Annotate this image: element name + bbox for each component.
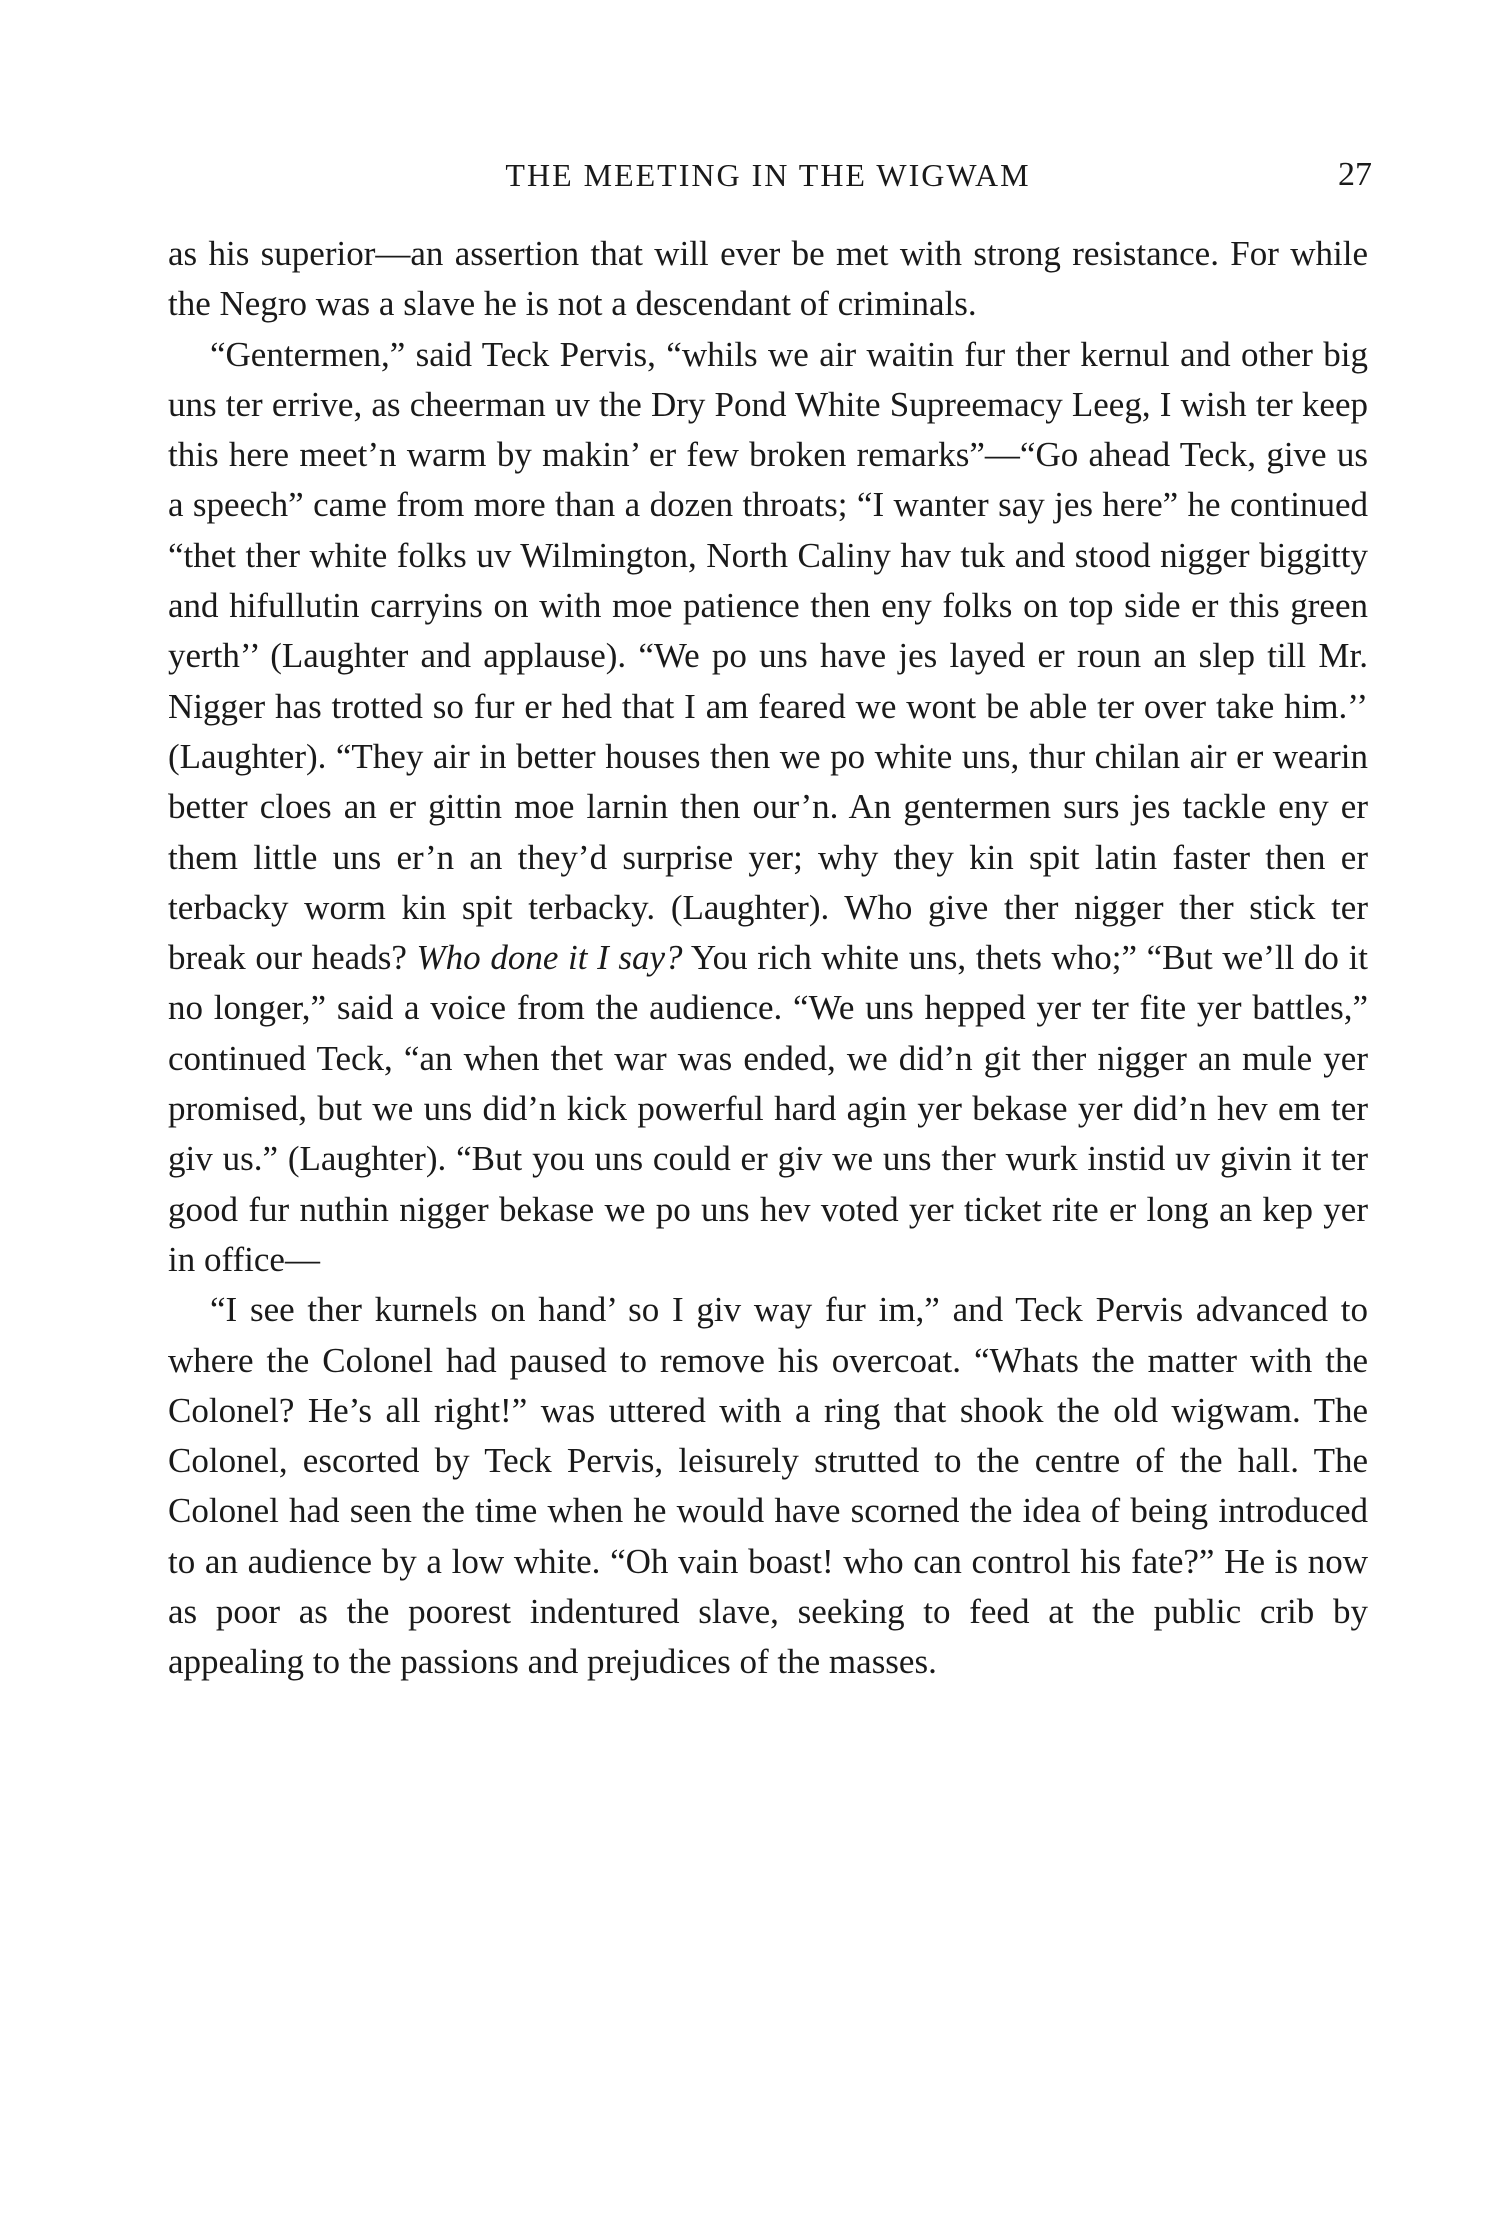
paragraph-continued: as his superior—an assertion that will ever be met with strong resistance. For while the Negro was a slave he is not a descendant of criminals.: [168, 234, 1368, 324]
page-number: 27: [1338, 156, 1372, 193]
text-block: [168, 229, 1368, 1688]
paragraph-speech: [168, 330, 1368, 1286]
paragraph-colonel-arrives: “I see ther kurnels on hand’ so I giv way fur im,” and Teck Pervis advanced to where the Colonel had paused to remove his overcoat. “Whats the matter with the Colonel? He’s all right!” was uttered with a ring that shook the old wigwam. The Colonel, escorted by Teck Pervis, leisurely strutted to the centre of the hall. The Colonel had seen the time when he would have scorned the idea of being introduced to an audience by a low white. “Oh vain boast! who can control his fate?” He is now as poor as the poorest indentured slave, seeking to feed at the public crib by appealing to the passions and prejudices of the masses.: [168, 1290, 1368, 1682]
speech-italic-phrase: Who done it I say?: [416, 938, 683, 978]
running-title: THE MEETING IN THE WIGWAM: [505, 157, 1031, 193]
speech-text-part-1: “Gentermen,” said Teck Pervis, “whils we air waitin fur ther kernul and other big uns ter errive, as cheerman uv the Dry Pond White Supreemacy Leeg, I wish ter keep this here meet’n warm by makin’ er few broken remarks”—“Go ahead Teck, give us a speech” came from more than a dozen throats; “I wanter say jes here” he continued “thet ther white folks uv Wilmington, North Caliny hav tuk and stood nigger biggitty and hifullutin carryins on with moe patience then eny folks on top side er this green yerth’’ (Laughter and applause). “We po uns have jes layed er roun an slep till Mr. Nigger has trotted so fur er hed that I am feared we wont be able ter over take him.’’ (Laughter). “They air in better houses then we po white uns, thur chilan air er wearin better cloes an er gittin moe larnin then our’n. An gentermen surs jes tackle eny er them little uns er’n an they’d surprise yer; why they kin spit latin faster then er terbacky worm kin spit terbacky. (Laughter). Who give ther nigger ther stick ter break our heads?: [168, 334, 1368, 978]
speech-text-part-2: You rich white uns, thets who;” “But we’ll do it no longer,” said a voice from the audience. “We uns hepped yer ter fite yer battles,” continued Teck, “an when thet war was ended, we did’n git ther nigger an mule yer promised, but we uns did’n kick powerful hard agin yer bekase yer did’n hev em ter giv us.” (Laughter). “But you uns could er giv we uns ther wurk instid uv givin it ter good fur nuthin nigger bekase we po uns hev voted yer ticket rite er long an kep yer in office—: [168, 938, 1369, 1279]
running-head: [168, 150, 1372, 200]
